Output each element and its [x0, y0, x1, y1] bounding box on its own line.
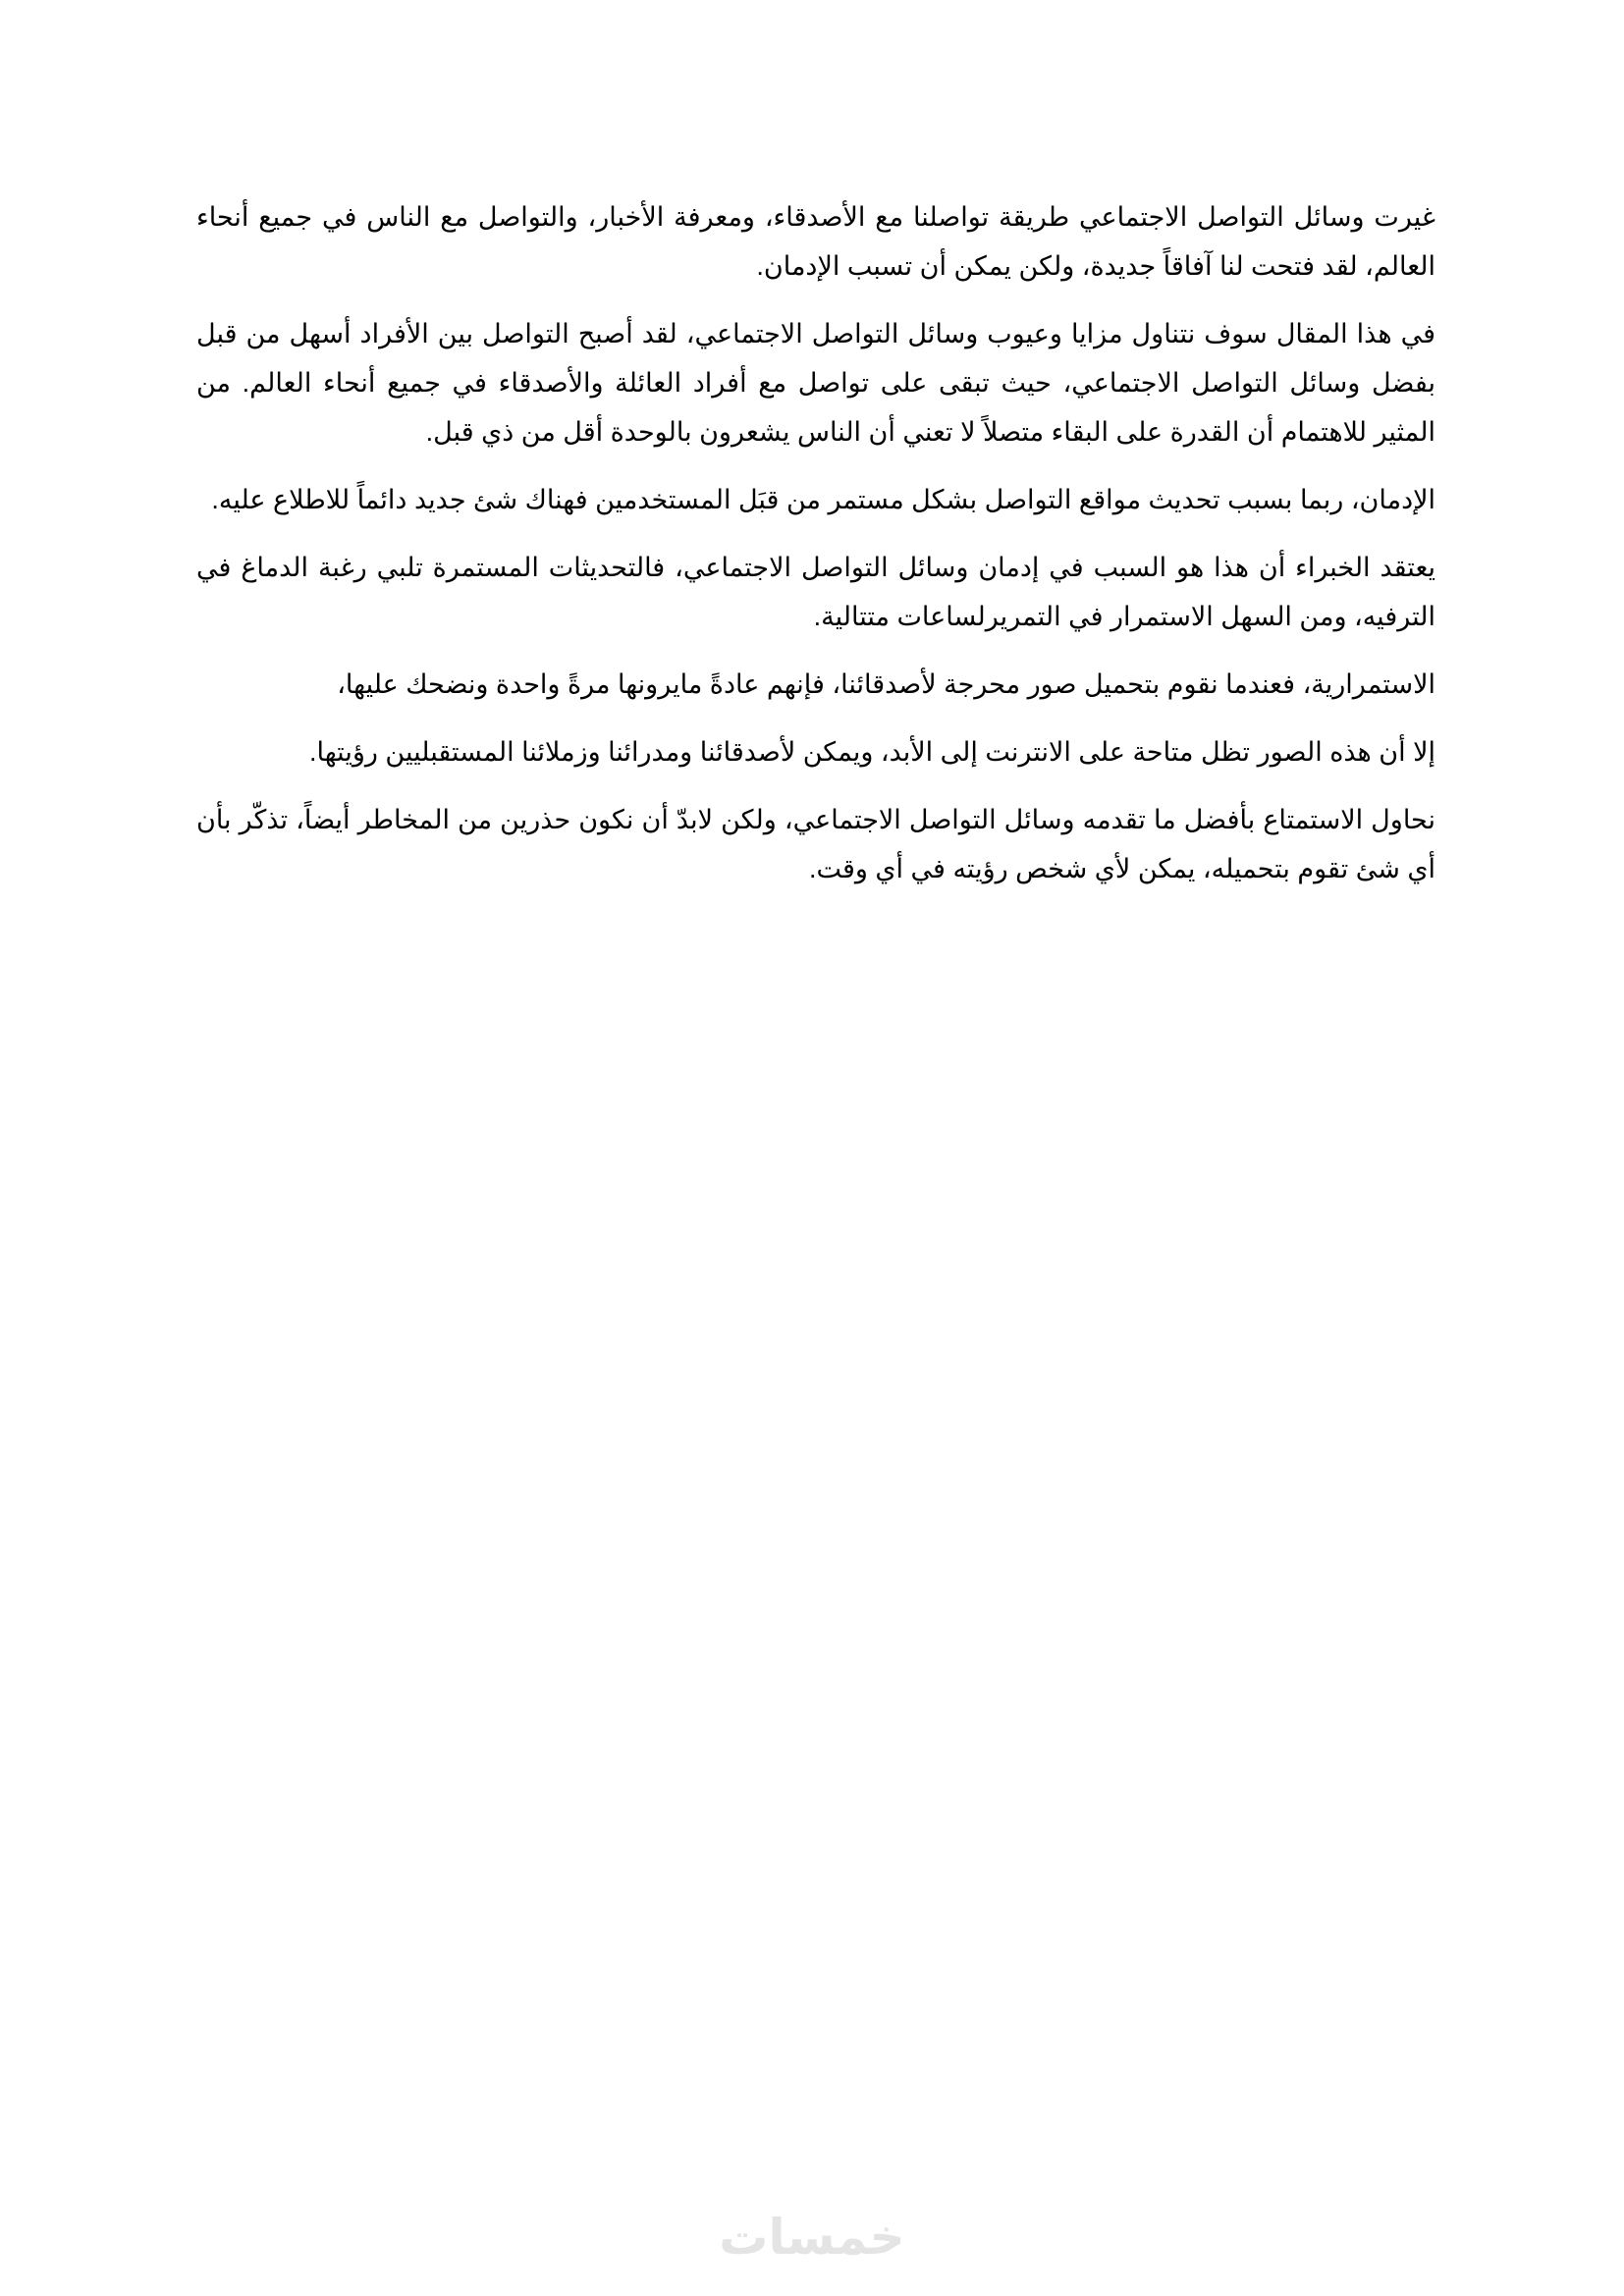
paragraph-2: في هذا المقال سوف نتناول مزايا وعيوب وسائل التواصل الاجتماعي، لقد أصبح التواصل بين الأفراد أسهل من قبل بفضل وسائل التواصل الاجتماعي، حيث تبقى على تواصل مع أفراد العائلة والأصدقاء في جميع أنحاء العالم. من المثير للاهتمام أن القدرة على البقاء متصلاً لا تعني أن الناس يشعرون بالوحدة أقل من ذي قبل. [196, 319, 1435, 447]
document-body [196, 192, 1435, 912]
paragraph-6: إلا أن هذه الصور تظل متاحة على الانترنت إلى الأبد، ويمكن لأصدقائنا ومدرائنا وزملائنا المستقبليين رؤيتها. [309, 737, 1435, 767]
paragraph-4: يعتقد الخبراء أن هذا هو السبب في إدمان وسائل التواصل الاجتماعي، فالتحديثات المستمرة تلبي رغبة الدماغ في الترفيه، ومن السهل الاستمرار في التمريرلساعات متتالية. [196, 553, 1435, 631]
paragraph-3: الإدمان، ربما بسبب تحديث مواقع التواصل بشكل مستمر من قبَل المستخدمين فهناك شئ جديد دائماً للاطلاع عليه. [211, 485, 1435, 514]
paragraph-7: نحاول الاستمتاع بأفضل ما تقدمه وسائل التواصل الاجتماعي، ولكن لابدّ أن نكون حذرين من المخاطر أيضاً، تذكّر بأن أي شئ تقوم بتحميله، يمكن لأي شخص رؤيته في أي وقت. [196, 805, 1435, 883]
watermark-logo: خمسات [719, 2209, 905, 2266]
paragraph-5: الاستمرارية، فعندما نقوم بتحميل صور محرجة لأصدقائنا، فإنهم عادةً مايرونها مرةً واحدة ونضحك عليها، [337, 669, 1435, 699]
paragraph-1: غيرت وسائل التواصل الاجتماعي طريقة تواصلنا مع الأصدقاء، ومعرفة الأخبار، والتواصل مع الناس في جميع أنحاء العالم، لقد فتحت لنا آفاقاً جديدة، ولكن يمكن أن تسبب الإدمان. [196, 202, 1435, 281]
